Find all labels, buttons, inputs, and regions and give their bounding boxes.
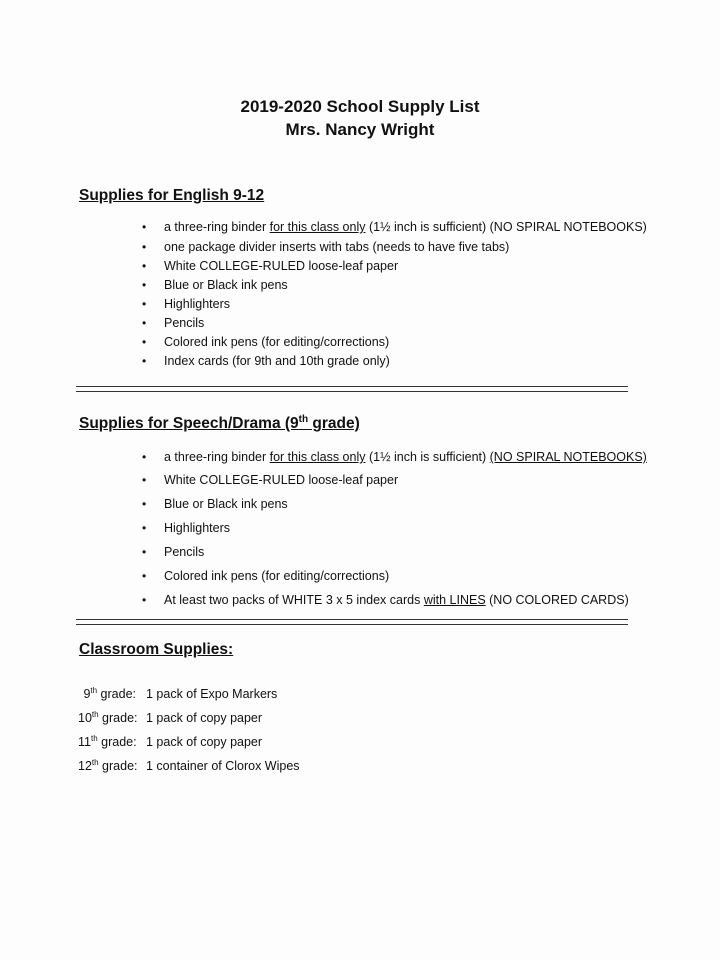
document-title: 2019-2020 School Supply List bbox=[240, 97, 480, 116]
bullet-icon: • bbox=[142, 354, 147, 368]
bullet-icon: • bbox=[142, 473, 147, 487]
bullet-icon: • bbox=[142, 497, 147, 511]
bullet-icon: • bbox=[142, 240, 147, 254]
supply-list-page: 2019-2020 School Supply List Mrs. Nancy Wright Supplies for English 9-12 • a three-ring binder for this class only (1½ inch is sufficient) (NO SPIRAL NOTEBOOKS) • one package divider inserts with tabs (needs to have five tabs) • White COLLEGE-RULED loose-leaf paper • Blue or Black ink pens • Highlighters • Pencils • Colored ink pens (for editing/corrections) • Index cards (for 9th and 10th grade only) Supplies for Speech/Drama (9th grade) • a three-ring binder for this class only (1½ inch is sufficient) (NO SPIRAL NOTEBOOKS) • White COLLEGE-RULED loose-leaf paper • Blue or Black ink pens • Highlighters • Pencils • Colored ink pens (for editing/corrections) • At least two packs of WHITE 3 x 5 index cards with LINES (NO COLORED CARDS) Classroom Supplies: 9th grade: 1 pack of Expo Markers 10th grade: 1 pack of copy paper 11th grade: 1 pack of copy paper 12th grade: 1 container of Clorox Wipes bbox=[0, 0, 720, 960]
bullet-icon: • bbox=[142, 569, 147, 583]
speech-heading: Supplies for Speech/Drama (9th grade) bbox=[79, 414, 360, 433]
english-heading: Supplies for English 9-12 bbox=[79, 187, 265, 204]
bullet-icon: • bbox=[142, 450, 147, 464]
bullet-icon: • bbox=[142, 259, 147, 273]
teacher-name: Mrs. Nancy Wright bbox=[285, 120, 435, 139]
bullet-icon: • bbox=[142, 521, 147, 535]
grade-row: 9th grade: 1 pack of Expo Markers bbox=[83, 686, 278, 702]
bullet-icon: • bbox=[142, 220, 147, 234]
bullet-icon: • bbox=[142, 545, 147, 559]
section-divider bbox=[76, 619, 628, 625]
grade-row: 12th grade: 1 container of Clorox Wipes bbox=[78, 758, 300, 774]
grade-row: 10th grade: 1 pack of copy paper bbox=[78, 710, 263, 726]
bullet-icon: • bbox=[142, 297, 147, 311]
bullet-icon: • bbox=[142, 335, 147, 349]
bullet-icon: • bbox=[142, 593, 147, 607]
grade-row: 11th grade: 1 pack of copy paper bbox=[78, 734, 263, 750]
bullet-icon: • bbox=[142, 278, 147, 292]
bullet-icon: • bbox=[142, 316, 147, 330]
classroom-heading: Classroom Supplies: bbox=[79, 641, 234, 658]
section-divider bbox=[76, 386, 628, 392]
